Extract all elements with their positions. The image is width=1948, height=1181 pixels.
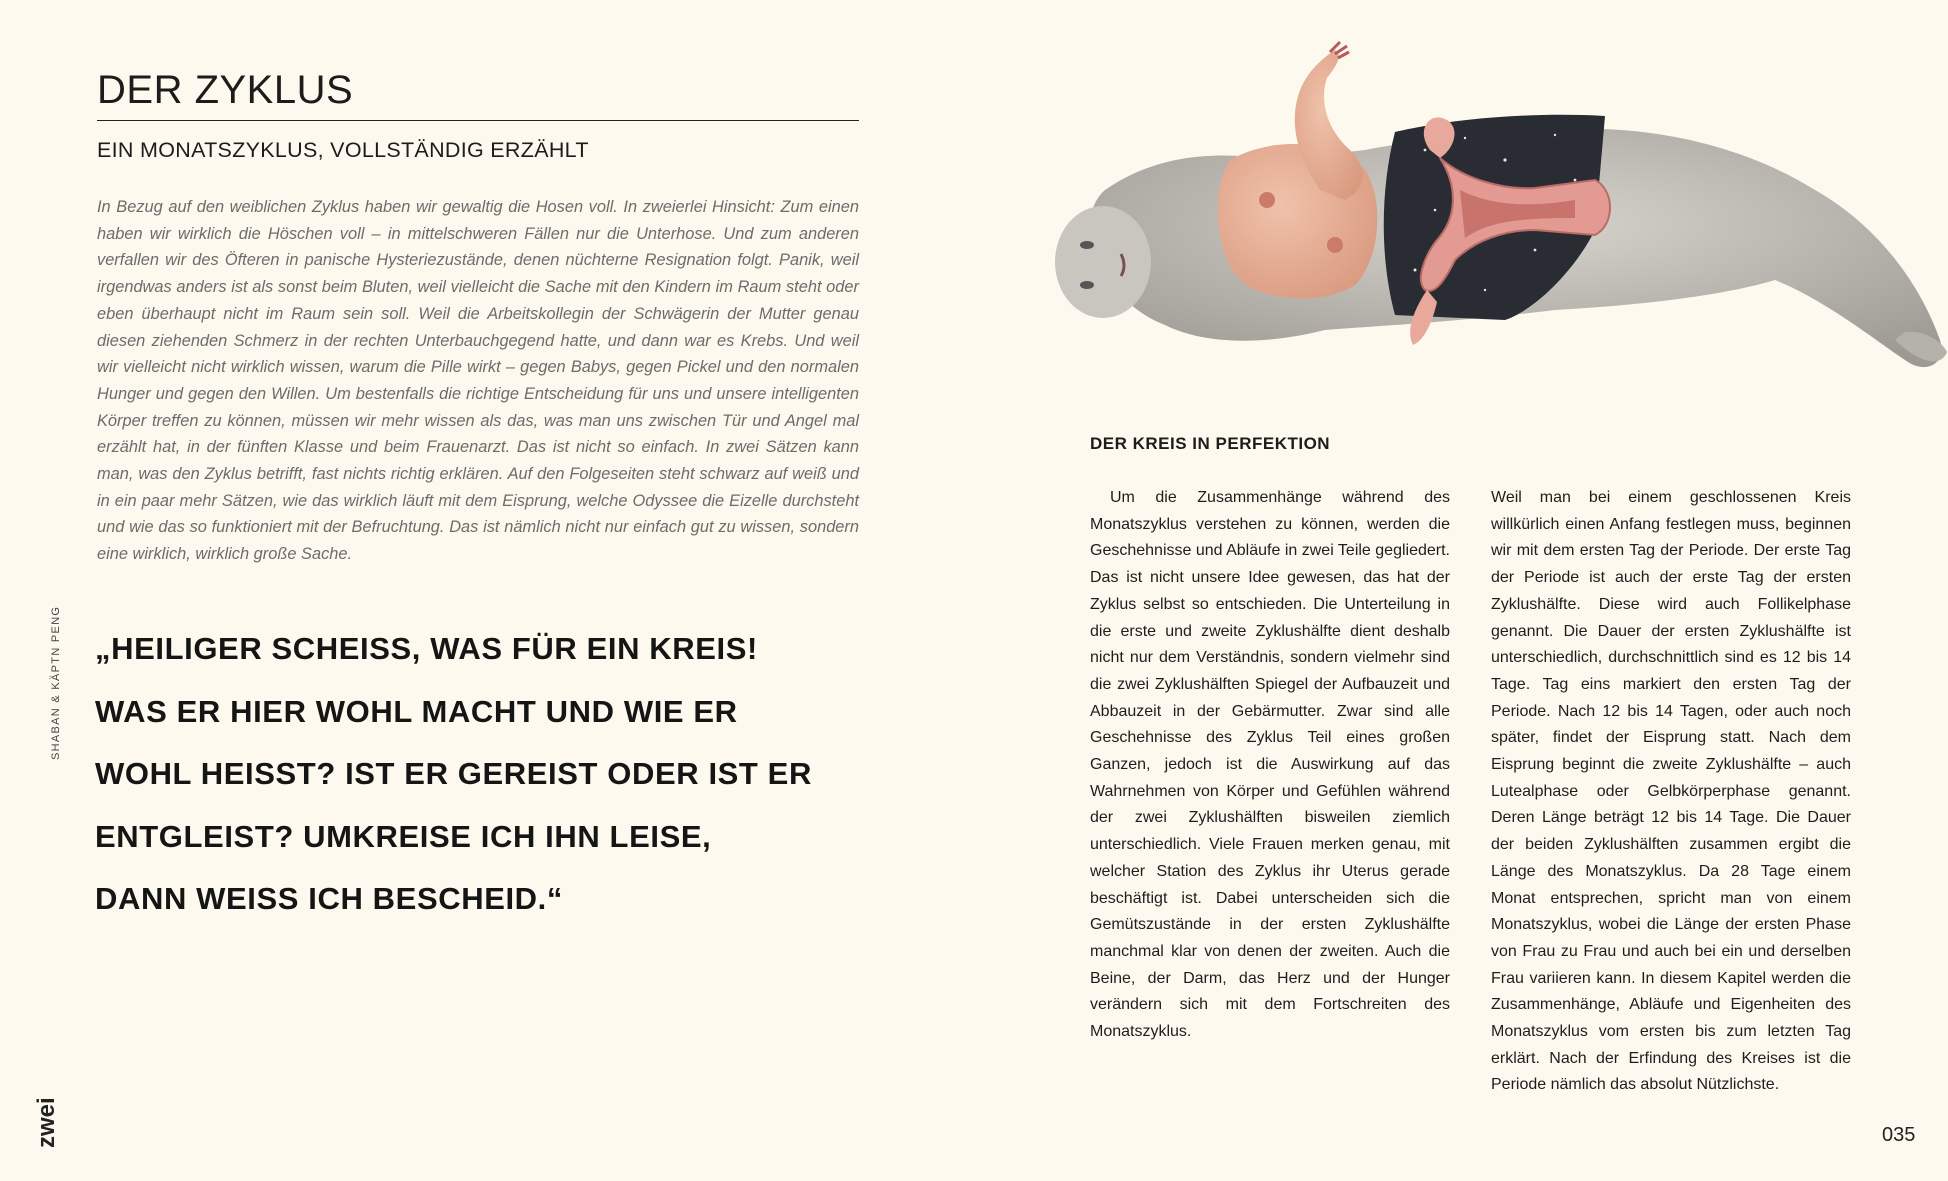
page-number: 035 (1882, 1124, 1916, 1146)
quote-line: ENTGLEIST? UMKREISE ICH IHN LEISE, (95, 818, 712, 854)
quote-line: „HEILIGER SCHEISS, WAS FÜR EIN KREIS! (95, 631, 758, 666)
body-column-left: Um die Zusammenhänge während des Monatszyklus verstehen zu können, werden die Geschehnisse und Abläufe in zwei Teile gegliedert. Das ist nicht unsere Idee gewesen, das hat der Zyklus selbst so entschieden. Die Unterteilung in die erste und zweite Zyklushälfte dient deshalb nicht nur dem Verständnis, sondern vielmehr sind die zwei Zyklushälften Spiegel der Aufbauzeit und Abbauzeit in der Gebärmutter. Zwar sind alle Geschehnisse des Zyklus Teil eines großen Ganzen, jedoch ist die Auswirkung auf das Wahrnehmen von Körper und Gefühlen während der zwei Zyklushälften bisweilen ziemlich unterschiedlich. Viele Frauen merken genau, mit welcher Station des Zyklus ihr Uterus gerade beschäftigt ist. Dabei unterscheiden sich die Gemütszustände in der ersten Zyklushälfte manchmal klar von denen der zweiten. Auch die Beine, der Darm, das Herz und der Hunger verändern sich mit dem Fortschreiten des Monatszyklus. (1090, 489, 1450, 1041)
title-divider (97, 120, 859, 121)
figure-head (1055, 206, 1151, 318)
side-chapter-label: zwei (33, 1097, 60, 1148)
page-subtitle: EIN MONATSZYKLUS, VOLLSTÄNDIG ERZÄHLT (97, 138, 589, 162)
page-title: DER ZYKLUS (97, 68, 354, 112)
collage-illustration (1035, 40, 1948, 420)
intro-paragraph: In Bezug auf den weiblichen Zyklus haben wir gewaltig die Hosen voll. In zweierlei Hinsicht: Zum einen haben wir wirklich die Höschen voll – in mittelschweren Fällen nur die Unterhose. Und zum anderen verfallen wir des Öfteren in panische Hysteriezustände, denen nüchterne Resignation folgt. Panik, weil irgendwas anders ist als sonst beim Bluten, weil vielleicht die Sache mit den Kindern im Raum steht oder eben überhaupt nicht im Raum sein soll. Weil die Arbeitskollegin der Schwägerin der Mutter genau diesen ziehenden Schmerz in der rechten Unterbauchgegend hatte, und dann war es Krebs. Und weil wir vielleicht nicht wirklich wissen, warum die Pille wirkt – gegen Babys, gegen Pickel und den normalen Hunger und gegen den Willen. Um bestenfalls die richtige Entscheidung für uns und unsere intelligenten Körper treffen zu können, müssen wir mehr wissen als das, was man uns zwischen Tür und Angel mal erzählt hat, in der fünften Klasse und beim Frauenarzt. Das ist nicht so einfach. In zwei Sätzen kann man, was den Zyklus betrifft, fast nichts richtig erklären. Auf den Folgeseiten steht schwarz auf weiß und in ein paar mehr Sätzen, wie das wirklich läuft mit dem Eisprung, welche Odyssee die Eizelle durchsteht und wie das so funktioniert mit der Befruchtung. Das ist nämlich nicht nur einfach gut zu wissen, sondern eine wirklich, wirklich große Sache. (97, 198, 859, 564)
quote-line: WOHL HEISST? IST ER GEREIST ODER IST ER (95, 756, 812, 791)
pull-quote (95, 618, 895, 931)
body-column-right: Weil man bei einem geschlossenen Kreis willkürlich einen Anfang festlegen muss, beginnen wir mit dem ersten Tag der Periode. Der erste Tag der Periode ist auch der erste Tag der ersten Zyklushälfte. Diese wird auch Follikelphase genannt. Die Dauer der ersten Zyklushälfte ist unterschiedlich, durchschnittlich sind es 12 bis 14 Tage. Tag eins markiert den ersten Tag der Periode. Nach 12 bis 14 Tagen, oder auch noch später, findet der Eisprung statt. Nach dem Eisprung beginnt die zweite Zyklushälfte – auch Lutealphase oder Gelbkörperphase genannt. Deren Länge beträgt 12 bis 14 Tage. Die Dauer der beiden Zyklushälften zusammen ergibt die Länge des Monatszyklus. Da 28 Tage einem Monat entsprechen, spricht man von einem Monatszyklus, wobei die Länge der ersten Phase von Frau zu Frau und auch bei ein und derselben Frau variieren kann. In diesem Kapitel werden die Zusammenhänge, Abläufe und Eigenheiten des Monatszyklus vom ersten bis zum letzten Tag erklärt. Nach der Erfindung des Kreises ist die Periode nämlich das absolut Nützlichste. (1491, 489, 1851, 1094)
section-title: DER KREIS IN PERFEKTION (1090, 434, 1331, 453)
side-credit: SHABAN & KÄPTN PENG (50, 605, 62, 760)
quote-line: WAS ER HIER WOHL MACHT UND WIE ER (95, 693, 738, 729)
quote-line: DANN WEISS ICH BESCHEID.“ (95, 881, 563, 916)
